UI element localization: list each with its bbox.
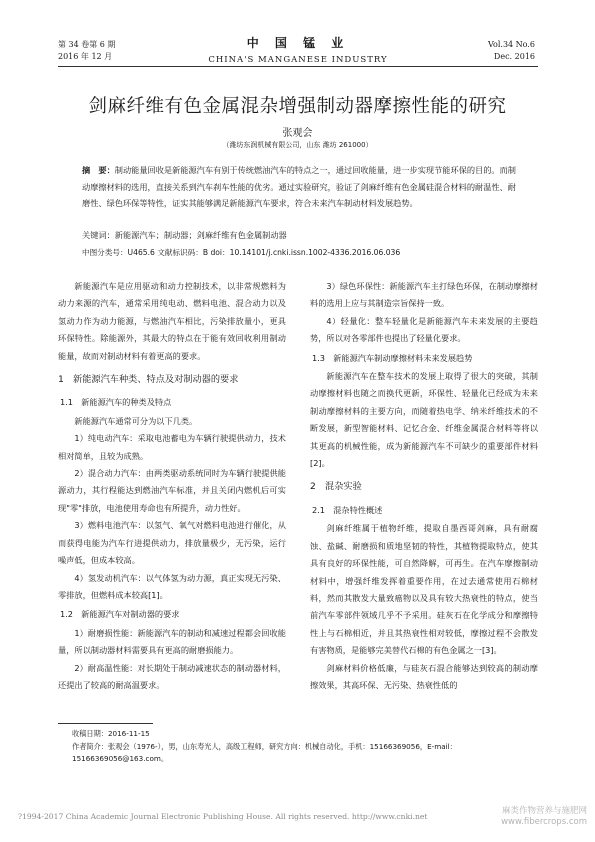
author-bio: 作者简介：张观会（1976-），男，山东寿光人，高级工程师，研究方向：机械自动化，手机：15166369056，E-mail：15166369056@163.com。: [72, 741, 457, 763]
watermark-url: www.fibercrops.com: [501, 817, 587, 827]
section-heading: 1.1 新能源汽车的种类及特点: [60, 397, 172, 408]
abstract-text: 制动能量回收是新能源汽车有别于传统燃油汽车的特点之一，通过回收能量，进一步实现节能环保的目的。而制动摩擦材料的选用，直接关系到汽车刹车性能的优劣。通过实验研究，验证了剑麻纤维有色金属硅混合材料的耐温性、耐磨性、绿色环保等特性，证实其能够满足新能源汽车要求，符合未来汽车制动材料发展趋势。: [82, 165, 516, 208]
received-date: 收稿日期：2016-11-15: [72, 729, 150, 738]
section-heading: 1.2 新能源汽车对制动器的要求: [60, 609, 180, 620]
copyright-footer: ?1994-2017 China Academic Journal Electronic Publishing House. All rights reserved. http://www.cnki.net: [18, 812, 428, 821]
abstract-label: 摘 要：: [82, 165, 115, 175]
body-paragraph: 新能源汽车通常可分为以下几类。: [74, 415, 198, 426]
volume-cn: 第 34 卷第 6 期: [58, 40, 116, 49]
classification-line: 中图分类号：U465.6 文献标识码：B doi：10.14101/j.cnki.issn.1002-4336.2016.06.036: [82, 248, 401, 257]
footnote: [72, 728, 542, 766]
keywords-text: 新能源汽车；制动器；剑麻纤维有色金属制动器: [114, 230, 287, 240]
body-paragraph: 2）耐高温性能：对长期处于制动减速状态的制动器材料，还提出了较高的耐高温要求。: [58, 662, 286, 690]
header-volume-info: [58, 39, 115, 63]
keywords-label: 关键词：: [82, 230, 115, 240]
date-cn: 2016 年 12 月: [58, 52, 113, 61]
section-heading: 2.1 混杂特性概述: [312, 504, 383, 515]
body-paragraph: 4）氢发动机汽车：以气体氢为动力源，真正实现无污染、零排放，但燃料成本较高[1]。: [58, 572, 286, 600]
body-paragraph: 剑麻材料价格低廉，与硅灰石混合能够达到较高的制动摩擦效果，其高环保、无污染、热衰性低的: [310, 662, 538, 690]
body-paragraph: 3）绿色环保性：新能源汽车主打绿色环保，在制动摩擦材料的选用上应与其制造宗旨保持一致。: [310, 281, 538, 309]
header-divider: [58, 66, 538, 67]
body-left-column: [58, 278, 286, 694]
body-paragraph: 1）纯电动汽车：采取电池蓄电为车辆行驶提供动力，技术相对简单，且较为成熟。: [58, 433, 286, 461]
author-affiliation: （潍坊东润机械有限公司，山东 潍坊 261000）: [222, 141, 373, 149]
abstract: [82, 162, 522, 212]
body-paragraph: 4）轻量化：整车轻量化是新能源汽车未来发展的主要趋势，所以对各零部件也提出了轻量化要求。: [310, 315, 538, 344]
watermark-cn: 麻类作物营养与施肥网: [501, 806, 587, 816]
body-right-column: [310, 278, 538, 694]
volume-en: Vol.34 No.6: [488, 40, 535, 49]
keywords: [82, 228, 522, 242]
body-paragraph: 新能源汽车是应用驱动和动力控制技术，以非常规燃料为动力来源的汽车，通常采用纯电动、燃料电池、混合动力以及氢动力作为动力能源，与燃油汽车相比，污染排放量小，更具环保特性。除能源外，其最大的特点在于能有效回收利用制动能量，故而对制动材料有着更高的要求。: [58, 281, 286, 361]
section-heading: 1 新能源汽车种类、特点及对制动器的要求: [58, 374, 239, 386]
article-author: 张观会: [282, 128, 313, 139]
journal-masthead: [200, 34, 396, 65]
date-en: Dec. 2016: [493, 52, 535, 61]
body-paragraph: 2）混合动力汽车：由两类驱动系统同时为车辆行驶提供能源动力，其行程能达到燃油汽车标准，并且关闭内燃机后可实现"零"排放，电池使用寿命也有所提升，动力性好。: [58, 468, 286, 513]
section-heading: 1.3 新能源汽车制动摩擦材料未来发展趋势: [312, 352, 473, 363]
header-volume-info-en: [488, 39, 535, 63]
article-title: 剑麻纤维有色金属混杂增强制动器摩擦性能的研究: [88, 96, 507, 117]
footnote-divider: [58, 723, 153, 724]
body-paragraph: 剑麻纤维属于植物纤维，提取自墨西哥剑麻，具有耐腐蚀、盐碱、耐磨损和质地坚韧的特性，其植物提取特点，使其具有良好的环保性能，可自然降解，可再生。在汽车摩擦制动材料中，增强纤维发挥着重要作用，在过去通常使用石棉材料，然而其散发大量致癌物以及具有较大热衰性的特点，使当前汽车零部件领域几乎不予采用。硅灰石在化学成分和摩擦特性上与石棉相近，并且其热衰性相对较低，摩擦过程不会散发有害物质，是能够完美替代石棉的有色金属之一[3]。: [310, 523, 538, 656]
body-paragraph: 新能源汽车在整车技术的发展上取得了很大的突破，其制动摩擦材料也随之而换代更新，环保性、轻量化已经成为未来制动摩擦材料的主要方向，而随着热电学、纳米纤维技术的不断发展，新型智能材料、记忆合金、纤维金属混合材料等将以其更高的机械性能，成为新能源汽车不可缺少的重要部件材料[2]。: [310, 371, 538, 469]
section-heading: 2 混杂实验: [310, 481, 362, 493]
journal-name-en: CHINA'S MANGANESE INDUSTRY: [208, 55, 388, 65]
watermark: [501, 806, 587, 828]
journal-name-cn: 中 国 锰 业: [246, 36, 350, 50]
body-paragraph: 1）耐磨损性能：新能源汽车的制动和减速过程都会回收能量，所以制动器材料需要具有更高的耐磨损能力。: [58, 627, 286, 656]
body-paragraph: 3）燃料电池汽车：以氢气、氧气对燃料电池进行催化，从而获得电能为汽车行进提供动力，排放量极少，无污染，运行噪声低，但成本较高。: [58, 520, 286, 566]
